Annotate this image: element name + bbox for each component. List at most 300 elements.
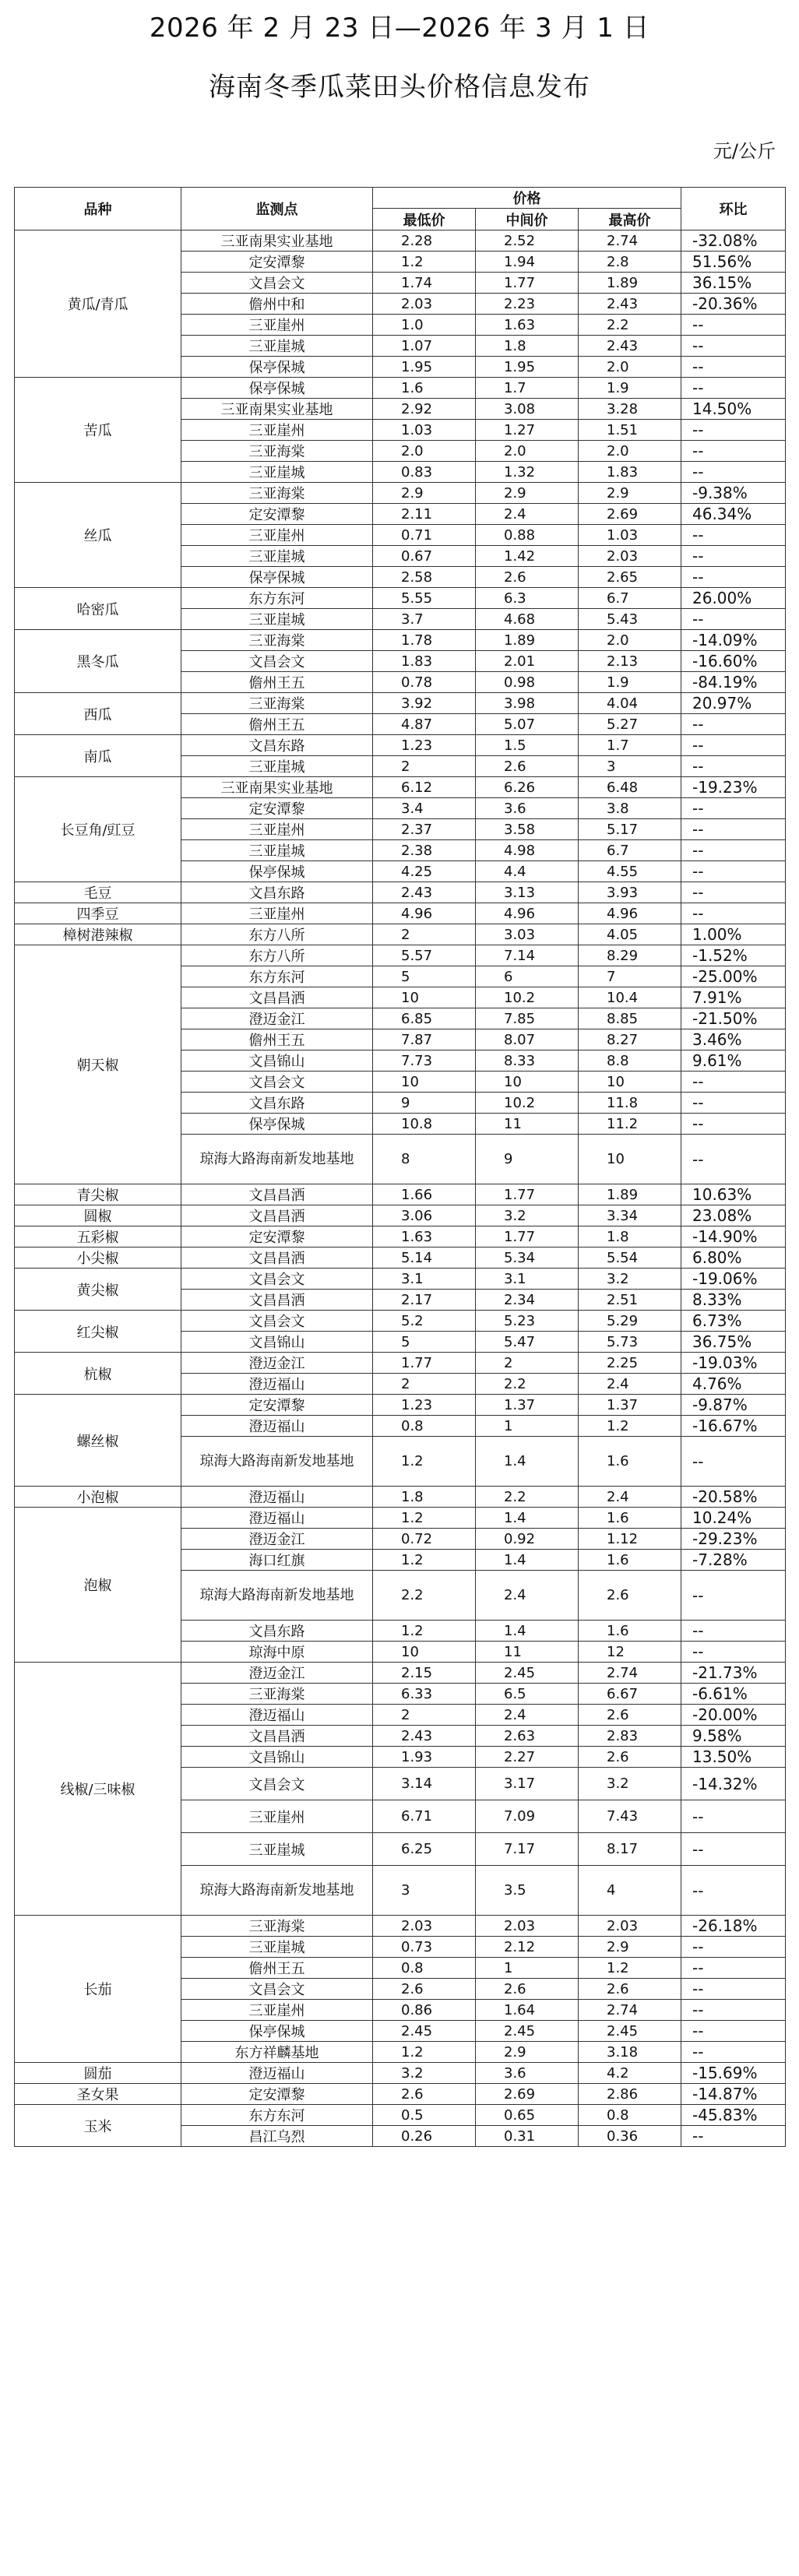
monitoring-point-cell: 三亚崖城 (181, 756, 373, 777)
mid-price-cell: 2.34 (476, 1290, 579, 1311)
max-price-cell: 2.9 (579, 1937, 681, 1958)
mid-price-cell: 1.37 (476, 1395, 579, 1416)
mid-price-cell: 3.98 (476, 693, 579, 714)
price-table (14, 187, 786, 2147)
max-price-cell: 0.8 (579, 2105, 681, 2126)
monitoring-point-cell: 文昌会文 (181, 1979, 373, 2000)
table-row (15, 2063, 786, 2084)
monitoring-point-cell: 儋州王五 (181, 672, 373, 693)
mom-change-cell: -- (681, 882, 786, 903)
table-row (15, 693, 786, 714)
monitoring-point-cell: 海口红旗 (181, 1550, 373, 1571)
monitoring-point-cell: 三亚崖州 (181, 525, 373, 546)
mid-price-cell: 3.1 (476, 1269, 579, 1290)
max-price-cell: 1.6 (579, 1550, 681, 1571)
mom-change-cell: -9.38% (681, 483, 786, 504)
mom-change-cell: 36.75% (681, 1332, 786, 1353)
max-price-cell: 11.2 (579, 1114, 681, 1135)
monitoring-point-cell: 定安潭黎 (181, 252, 373, 273)
mid-price-cell: 0.65 (476, 2105, 579, 2126)
min-price-cell: 3.06 (373, 1205, 476, 1226)
mid-price-cell: 1.94 (476, 252, 579, 273)
min-price-cell: 10 (373, 1072, 476, 1093)
monitoring-point-cell: 保亭保城 (181, 567, 373, 588)
mid-price-cell: 1.77 (476, 1226, 579, 1248)
monitoring-point-cell: 三亚海棠 (181, 483, 373, 504)
mid-price-cell: 2.6 (476, 756, 579, 777)
max-price-cell: 6.7 (579, 840, 681, 861)
mom-change-cell: -- (681, 756, 786, 777)
monitoring-point-cell: 三亚崖城 (181, 1937, 373, 1958)
max-price-cell: 4 (579, 1866, 681, 1916)
monitoring-point-cell: 儋州王五 (181, 1029, 373, 1050)
mid-price-cell: 1.4 (476, 1550, 579, 1571)
mom-change-cell: -7.28% (681, 1550, 786, 1571)
mid-price-cell: 2.4 (476, 504, 579, 525)
max-price-cell: 2.2 (579, 315, 681, 336)
monitoring-point-cell: 保亭保城 (181, 1114, 373, 1135)
mom-change-cell: -14.87% (681, 2084, 786, 2105)
max-price-cell: 7 (579, 966, 681, 987)
max-price-cell: 8.27 (579, 1029, 681, 1050)
min-price-cell: 1.23 (373, 1395, 476, 1416)
mid-price-cell: 1.77 (476, 1184, 579, 1205)
mom-change-cell: 10.63% (681, 1184, 786, 1205)
mom-change-cell: -- (681, 336, 786, 357)
product-name-cell: 圆椒 (15, 1205, 181, 1226)
mom-change-cell: -20.58% (681, 1487, 786, 1508)
product-name-cell: 小泡椒 (15, 1487, 181, 1508)
max-price-cell: 2.25 (579, 1353, 681, 1374)
table-row (15, 1353, 786, 1374)
min-price-cell: 2 (373, 1705, 476, 1726)
monitoring-point-cell: 澄迈金江 (181, 1008, 373, 1029)
max-price-cell: 2.6 (579, 1705, 681, 1726)
mom-change-cell: 7.91% (681, 987, 786, 1008)
max-price-cell: 2.0 (579, 630, 681, 651)
min-price-cell: 5.14 (373, 1248, 476, 1269)
max-price-cell: 3.2 (579, 1269, 681, 1290)
min-price-cell: 6.12 (373, 777, 476, 798)
min-price-cell: 2.6 (373, 1979, 476, 2000)
max-price-cell: 8.17 (579, 1833, 681, 1866)
mom-change-cell: -- (681, 2000, 786, 2021)
mom-change-cell: -- (681, 462, 786, 483)
mid-price-cell: 7.17 (476, 1833, 579, 1866)
max-price-cell: 3.34 (579, 1205, 681, 1226)
mid-price-cell: 1.89 (476, 630, 579, 651)
max-price-cell: 2.74 (579, 1663, 681, 1684)
min-price-cell: 10 (373, 1642, 476, 1663)
mid-price-cell: 7.85 (476, 1008, 579, 1029)
min-price-cell: 3.92 (373, 693, 476, 714)
max-price-cell: 2.65 (579, 567, 681, 588)
product-name-cell: 苦瓜 (15, 378, 181, 483)
mom-change-cell: -- (681, 2126, 786, 2147)
mom-change-cell: -21.73% (681, 1663, 786, 1684)
monitoring-point-cell: 文昌昌洒 (181, 1205, 373, 1226)
max-price-cell: 1.2 (579, 1958, 681, 1979)
mom-change-cell: -26.18% (681, 1916, 786, 1937)
min-price-cell: 5.2 (373, 1311, 476, 1332)
mom-change-cell: -6.61% (681, 1684, 786, 1705)
monitoring-point-cell: 澄迈金江 (181, 1353, 373, 1374)
table-row (15, 1248, 786, 1269)
mid-price-cell: 10.2 (476, 1093, 579, 1114)
mom-change-cell: -- (681, 819, 786, 840)
monitoring-point-cell: 东方东河 (181, 966, 373, 987)
mom-change-cell: -- (681, 1800, 786, 1833)
monitoring-point-cell: 三亚崖城 (181, 336, 373, 357)
monitoring-point-cell: 三亚崖城 (181, 840, 373, 861)
table-row (15, 588, 786, 609)
monitoring-point-cell: 保亭保城 (181, 378, 373, 399)
mid-price-cell: 2 (476, 1353, 579, 1374)
monitoring-point-cell: 保亭保城 (181, 861, 373, 882)
header-point: 监测点 (181, 188, 373, 231)
mom-change-cell: -- (681, 2042, 786, 2063)
product-name-cell: 朝天椒 (15, 945, 181, 1184)
monitoring-point-cell: 三亚海棠 (181, 441, 373, 462)
max-price-cell: 3.8 (579, 798, 681, 819)
monitoring-point-cell: 琼海大路海南新发地基地 (181, 1135, 373, 1184)
min-price-cell: 0.67 (373, 546, 476, 567)
mom-change-cell: -- (681, 1135, 786, 1184)
monitoring-point-cell: 三亚南果实业基地 (181, 231, 373, 252)
max-price-cell: 5.54 (579, 1248, 681, 1269)
table-row (15, 2084, 786, 2105)
min-price-cell: 7.73 (373, 1050, 476, 1072)
min-price-cell: 6.33 (373, 1684, 476, 1705)
mom-change-cell: 13.50% (681, 1747, 786, 1768)
product-name-cell: 南瓜 (15, 735, 181, 777)
min-price-cell: 5 (373, 966, 476, 987)
mid-price-cell: 1.4 (476, 1621, 579, 1642)
max-price-cell: 5.27 (579, 714, 681, 735)
monitoring-point-cell: 三亚崖城 (181, 546, 373, 567)
mom-change-cell: 3.46% (681, 1029, 786, 1050)
mom-change-cell: -- (681, 2021, 786, 2042)
monitoring-point-cell: 文昌会文 (181, 273, 373, 294)
min-price-cell: 0.86 (373, 2000, 476, 2021)
mom-change-cell: -- (681, 1114, 786, 1135)
mom-change-cell: -16.67% (681, 1416, 786, 1437)
mid-price-cell: 2.6 (476, 567, 579, 588)
product-name-cell: 樟树港辣椒 (15, 924, 181, 945)
max-price-cell: 2.43 (579, 336, 681, 357)
min-price-cell: 2.92 (373, 399, 476, 420)
mom-change-cell: -- (681, 861, 786, 882)
price-table-body (15, 231, 786, 2147)
max-price-cell: 1.89 (579, 1184, 681, 1205)
monitoring-point-cell: 定安潭黎 (181, 504, 373, 525)
min-price-cell: 1.8 (373, 1487, 476, 1508)
mid-price-cell: 2.0 (476, 441, 579, 462)
mid-price-cell: 5.23 (476, 1311, 579, 1332)
monitoring-point-cell: 文昌会文 (181, 1311, 373, 1332)
max-price-cell: 2.45 (579, 2021, 681, 2042)
monitoring-point-cell: 三亚海棠 (181, 1916, 373, 1937)
mid-price-cell: 1.5 (476, 735, 579, 756)
mom-change-cell: -- (681, 1937, 786, 1958)
mid-price-cell: 9 (476, 1135, 579, 1184)
min-price-cell: 5.55 (373, 588, 476, 609)
monitoring-point-cell: 儋州王五 (181, 1958, 373, 1979)
mid-price-cell: 3.6 (476, 2063, 579, 2084)
monitoring-point-cell: 三亚崖州 (181, 1800, 373, 1833)
mid-price-cell: 6.5 (476, 1684, 579, 1705)
monitoring-point-cell: 文昌昌洒 (181, 1726, 373, 1747)
product-name-cell: 青尖椒 (15, 1184, 181, 1205)
mom-change-cell: -19.06% (681, 1269, 786, 1290)
product-name-cell: 西瓜 (15, 693, 181, 735)
monitoring-point-cell: 昌江乌烈 (181, 2126, 373, 2147)
min-price-cell: 0.8 (373, 1416, 476, 1437)
mom-change-cell: 1.00% (681, 924, 786, 945)
monitoring-point-cell: 东方东河 (181, 588, 373, 609)
monitoring-point-cell: 三亚崖州 (181, 2000, 373, 2021)
min-price-cell: 8 (373, 1135, 476, 1184)
mid-price-cell: 1.4 (476, 1508, 579, 1529)
mid-price-cell: 6.26 (476, 777, 579, 798)
table-row (15, 483, 786, 504)
max-price-cell: 4.96 (579, 903, 681, 924)
max-price-cell: 10 (579, 1072, 681, 1093)
min-price-cell: 0.72 (373, 1529, 476, 1550)
min-price-cell: 5.57 (373, 945, 476, 966)
mom-change-cell: -20.00% (681, 1705, 786, 1726)
max-price-cell: 11.8 (579, 1093, 681, 1114)
monitoring-point-cell: 东方八所 (181, 945, 373, 966)
max-price-cell: 3.28 (579, 399, 681, 420)
mid-price-cell: 3.08 (476, 399, 579, 420)
mom-change-cell: -- (681, 315, 786, 336)
min-price-cell: 2.15 (373, 1663, 476, 1684)
min-price-cell: 2.43 (373, 882, 476, 903)
max-price-cell: 2.13 (579, 651, 681, 672)
max-price-cell: 1.12 (579, 1529, 681, 1550)
mom-change-cell: 14.50% (681, 399, 786, 420)
table-row (15, 1205, 786, 1226)
max-price-cell: 2.03 (579, 546, 681, 567)
max-price-cell: 6.67 (579, 1684, 681, 1705)
max-price-cell: 2.0 (579, 357, 681, 378)
monitoring-point-cell: 定安潭黎 (181, 1226, 373, 1248)
mid-price-cell: 1.95 (476, 357, 579, 378)
max-price-cell: 1.51 (579, 420, 681, 441)
monitoring-point-cell: 澄迈福山 (181, 1487, 373, 1508)
mid-price-cell: 1.63 (476, 315, 579, 336)
monitoring-point-cell: 三亚海棠 (181, 630, 373, 651)
monitoring-point-cell: 定安潭黎 (181, 2084, 373, 2105)
max-price-cell: 1.89 (579, 273, 681, 294)
mom-change-cell: -- (681, 378, 786, 399)
max-price-cell: 4.05 (579, 924, 681, 945)
max-price-cell: 1.9 (579, 378, 681, 399)
min-price-cell: 1.63 (373, 1226, 476, 1248)
monitoring-point-cell: 文昌会文 (181, 651, 373, 672)
min-price-cell: 4.25 (373, 861, 476, 882)
monitoring-point-cell: 文昌东路 (181, 882, 373, 903)
min-price-cell: 0.26 (373, 2126, 476, 2147)
mom-change-cell: 36.15% (681, 273, 786, 294)
mid-price-cell: 5.34 (476, 1248, 579, 1269)
min-price-cell: 7.87 (373, 1029, 476, 1050)
min-price-cell: 3.1 (373, 1269, 476, 1290)
monitoring-point-cell: 文昌昌洒 (181, 1184, 373, 1205)
mom-change-cell: -15.69% (681, 2063, 786, 2084)
mid-price-cell: 8.33 (476, 1050, 579, 1072)
min-price-cell: 0.78 (373, 672, 476, 693)
table-row (15, 945, 786, 966)
monitoring-point-cell: 三亚崖城 (181, 1833, 373, 1866)
mom-change-cell: 8.33% (681, 1290, 786, 1311)
mom-change-cell: -- (681, 1571, 786, 1621)
mid-price-cell: 7.09 (476, 1800, 579, 1833)
monitoring-point-cell: 三亚南果实业基地 (181, 777, 373, 798)
min-price-cell: 2 (373, 924, 476, 945)
min-price-cell: 0.5 (373, 2105, 476, 2126)
product-name-cell: 红尖椒 (15, 1311, 181, 1353)
monitoring-point-cell: 儋州王五 (181, 714, 373, 735)
product-name-cell: 小尖椒 (15, 1248, 181, 1269)
monitoring-point-cell: 文昌锦山 (181, 1747, 373, 1768)
max-price-cell: 5.29 (579, 1311, 681, 1332)
mid-price-cell: 1.42 (476, 546, 579, 567)
mid-price-cell: 0.92 (476, 1529, 579, 1550)
table-row (15, 1226, 786, 1248)
monitoring-point-cell: 澄迈福山 (181, 1705, 373, 1726)
monitoring-point-cell: 保亭保城 (181, 2021, 373, 2042)
min-price-cell: 1.93 (373, 1747, 476, 1768)
mid-price-cell: 3.58 (476, 819, 579, 840)
product-name-cell: 圣女果 (15, 2084, 181, 2105)
mid-price-cell: 5.07 (476, 714, 579, 735)
table-row (15, 735, 786, 756)
monitoring-point-cell: 保亭保城 (181, 357, 373, 378)
min-price-cell: 2.03 (373, 294, 476, 315)
mom-change-cell: -16.60% (681, 651, 786, 672)
min-price-cell: 2.2 (373, 1571, 476, 1621)
mom-change-cell: -14.09% (681, 630, 786, 651)
mom-change-cell: -- (681, 903, 786, 924)
min-price-cell: 0.73 (373, 1937, 476, 1958)
max-price-cell: 2.43 (579, 294, 681, 315)
min-price-cell: 1.23 (373, 735, 476, 756)
min-price-cell: 10 (373, 987, 476, 1008)
monitoring-point-cell: 琼海中原 (181, 1642, 373, 1663)
mid-price-cell: 10.2 (476, 987, 579, 1008)
max-price-cell: 2.86 (579, 2084, 681, 2105)
mom-change-cell: -- (681, 609, 786, 630)
max-price-cell: 1.6 (579, 1437, 681, 1487)
max-price-cell: 4.2 (579, 2063, 681, 2084)
mom-change-cell: 10.24% (681, 1508, 786, 1529)
product-name-cell: 长茄 (15, 1916, 181, 2063)
min-price-cell: 0.83 (373, 462, 476, 483)
mid-price-cell: 0.88 (476, 525, 579, 546)
product-name-cell: 四季豆 (15, 903, 181, 924)
mom-change-cell: 6.80% (681, 1248, 786, 1269)
mid-price-cell: 0.98 (476, 672, 579, 693)
min-price-cell: 1.2 (373, 252, 476, 273)
mid-price-cell: 1 (476, 1958, 579, 1979)
table-header-row (15, 188, 786, 209)
mid-price-cell: 3.5 (476, 1866, 579, 1916)
min-price-cell: 1.2 (373, 1621, 476, 1642)
max-price-cell: 6.7 (579, 588, 681, 609)
product-name-cell: 杭椒 (15, 1353, 181, 1395)
table-row (15, 1487, 786, 1508)
table-row (15, 1916, 786, 1937)
mid-price-cell: 2.12 (476, 1937, 579, 1958)
monitoring-point-cell: 澄迈金江 (181, 1529, 373, 1550)
monitoring-point-cell: 三亚崖州 (181, 903, 373, 924)
product-name-cell: 圆茄 (15, 2063, 181, 2084)
monitoring-point-cell: 三亚海棠 (181, 1684, 373, 1705)
min-price-cell: 0.71 (373, 525, 476, 546)
mid-price-cell: 0.31 (476, 2126, 579, 2147)
mom-change-cell: -45.83% (681, 2105, 786, 2126)
monitoring-point-cell: 文昌锦山 (181, 1050, 373, 1072)
max-price-cell: 2.6 (579, 1979, 681, 2000)
mom-change-cell: -- (681, 525, 786, 546)
product-name-cell: 黄尖椒 (15, 1269, 181, 1311)
monitoring-point-cell: 东方八所 (181, 924, 373, 945)
mom-change-cell: -- (681, 714, 786, 735)
mid-price-cell: 2.45 (476, 2021, 579, 2042)
monitoring-point-cell: 文昌东路 (181, 1621, 373, 1642)
max-price-cell: 1.8 (579, 1226, 681, 1248)
max-price-cell: 3 (579, 756, 681, 777)
min-price-cell: 1.83 (373, 651, 476, 672)
monitoring-point-cell: 三亚崖城 (181, 609, 373, 630)
monitoring-point-cell: 文昌昌洒 (181, 987, 373, 1008)
mom-change-cell: 6.73% (681, 1311, 786, 1332)
max-price-cell: 10.4 (579, 987, 681, 1008)
monitoring-point-cell: 文昌东路 (181, 1093, 373, 1114)
mom-change-cell: -- (681, 546, 786, 567)
mom-change-cell: -20.36% (681, 294, 786, 315)
mid-price-cell: 1.32 (476, 462, 579, 483)
min-price-cell: 2.03 (373, 1916, 476, 1937)
mid-price-cell: 2.2 (476, 1374, 579, 1395)
max-price-cell: 1.2 (579, 1416, 681, 1437)
max-price-cell: 2.6 (579, 1747, 681, 1768)
max-price-cell: 4.04 (579, 693, 681, 714)
min-price-cell: 1.95 (373, 357, 476, 378)
mid-price-cell: 1.64 (476, 2000, 579, 2021)
mom-change-cell: -1.52% (681, 945, 786, 966)
monitoring-point-cell: 琼海大路海南新发地基地 (181, 1437, 373, 1487)
max-price-cell: 10 (579, 1135, 681, 1184)
mom-change-cell: -- (681, 441, 786, 462)
product-name-cell: 丝瓜 (15, 483, 181, 588)
monitoring-point-cell: 琼海大路海南新发地基地 (181, 1866, 373, 1916)
mid-price-cell: 11 (476, 1642, 579, 1663)
max-price-cell: 0.36 (579, 2126, 681, 2147)
max-price-cell: 2.4 (579, 1374, 681, 1395)
max-price-cell: 2.74 (579, 231, 681, 252)
min-price-cell: 3.4 (373, 798, 476, 819)
header-min: 最低价 (373, 209, 476, 231)
header-max: 最高价 (579, 209, 681, 231)
mid-price-cell: 2.9 (476, 2042, 579, 2063)
min-price-cell: 3.7 (373, 609, 476, 630)
max-price-cell: 1.6 (579, 1621, 681, 1642)
product-name-cell: 黄瓜/青瓜 (15, 231, 181, 378)
min-price-cell: 1.2 (373, 1437, 476, 1487)
